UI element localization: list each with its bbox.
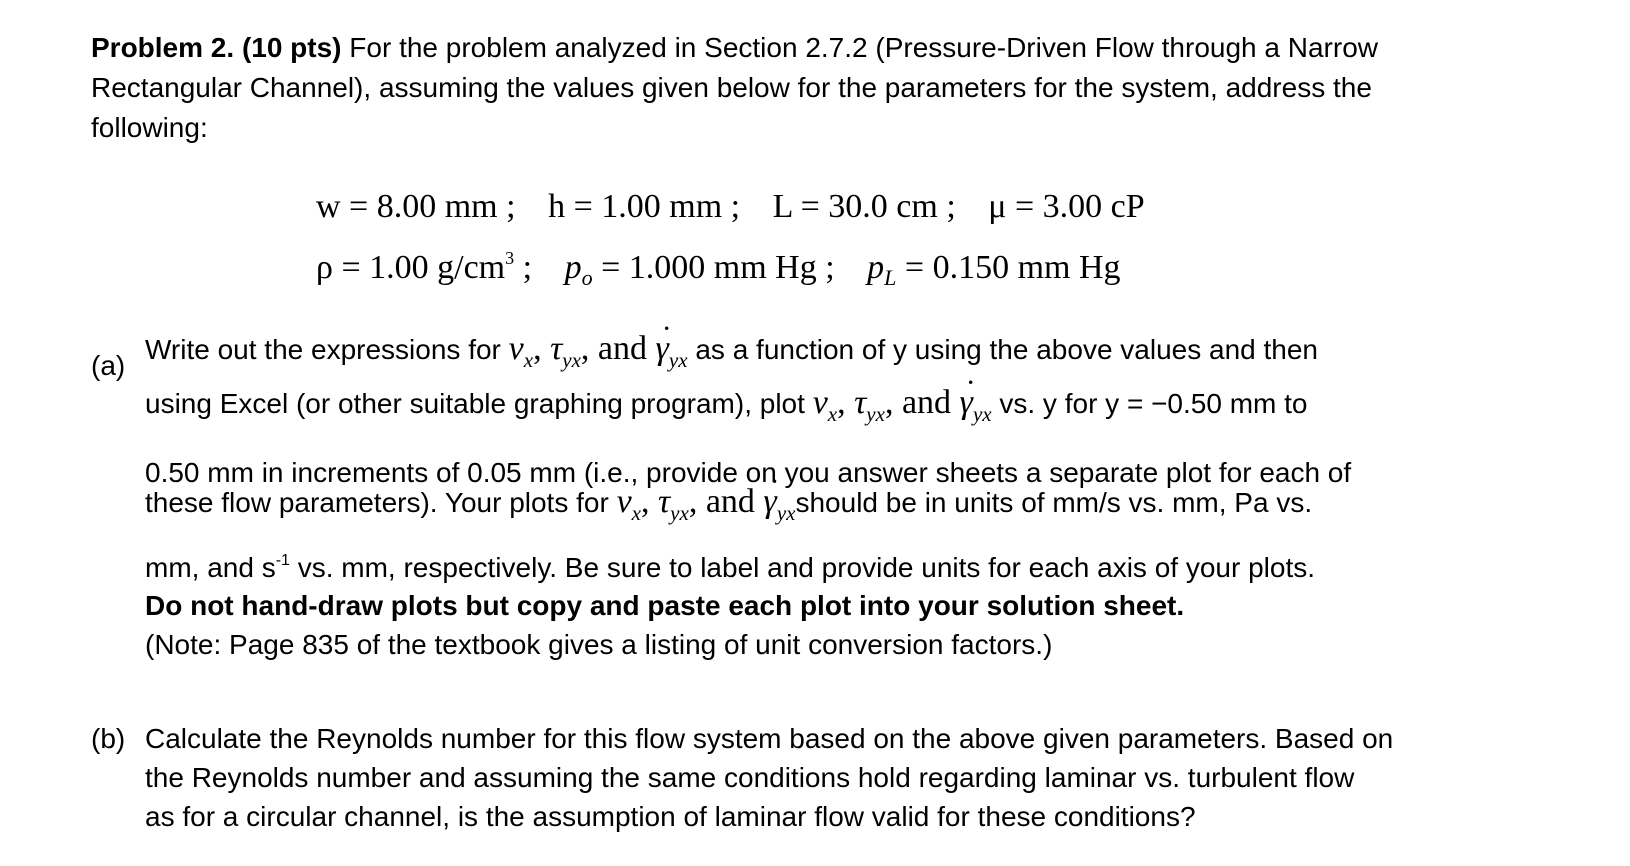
param-po-value: = 1.000 mm Hg ;: [592, 249, 835, 286]
param-h: h = 1.00 mm ;: [548, 188, 741, 225]
symbol-comma: ,: [580, 330, 598, 367]
problem-heading: Problem 2. (10 pts): [91, 32, 342, 63]
param-pl-value: = 0.150 mm Hg: [896, 249, 1121, 286]
part-a-line-2-text: using Excel (or other suitable graphing program), plot: [145, 388, 813, 419]
symbol-and: and: [597, 330, 656, 367]
part-b-line-3: as for a circular channel, is the assumption of laminar flow valid for these conditions?: [145, 801, 1196, 832]
symbol-group: [616, 483, 796, 525]
part-a-line-4-text: these flow parameters). Your plots for: [145, 487, 617, 518]
symbol-tau: τ: [658, 483, 671, 520]
symbol-comma: ,: [641, 483, 658, 520]
symbol-comma: ,: [533, 330, 551, 367]
symbol-comma: ,: [884, 384, 902, 421]
symbol-group: [508, 330, 688, 372]
part-a-line-2-tail: vs. y for y = −0.50 mm to: [991, 388, 1308, 419]
part-a-line-6: Do not hand-draw plots but copy and paste each plot into your solution sheet.: [145, 590, 1185, 621]
symbol-comma: ,: [688, 483, 706, 520]
symbol-v: v: [616, 483, 632, 520]
symbol-v: v: [508, 330, 524, 367]
parameter-line-1: [316, 188, 1145, 226]
symbol-sub-yx: yx: [776, 501, 796, 525]
param-po-symbol: p: [564, 249, 582, 286]
symbol-gamma-dot: · γ: [960, 384, 973, 422]
intro-line-2: Rectangular Channel), assuming the values given below for the parameters for the system, address the: [91, 72, 1372, 103]
symbol-gamma-dot: · γ: [656, 330, 669, 368]
symbol-tau: τ: [550, 330, 563, 367]
part-b-line-2: the Reynolds number and assuming the same conditions hold regarding laminar vs. turbulent flow: [145, 762, 1355, 793]
symbol-gamma-dot: · γ: [763, 483, 776, 521]
param-pl-symbol: p: [867, 249, 885, 286]
intro-line-3: following:: [91, 112, 208, 143]
problem-intro: [91, 28, 1571, 148]
part-a-label: (a): [91, 350, 126, 381]
param-separator: ;: [514, 249, 533, 286]
symbol-sub-yx: yx: [670, 501, 689, 525]
part-b-line-1: Calculate the Reynolds number for this flow system based on the above given parameters. Based on: [145, 723, 1394, 754]
param-pl-subscript: L: [884, 265, 897, 290]
symbol-tau: τ: [854, 384, 867, 421]
symbol-sub-yx: yx: [972, 402, 992, 426]
param-po-subscript: o: [581, 265, 593, 290]
part-a-line-4-tail: should be in units of mm/s vs. mm, Pa vs.: [795, 487, 1313, 518]
param-rho: ρ = 1.00 g/cm: [316, 249, 506, 286]
part-a-line-4: [145, 483, 1312, 526]
part-a-line-1-tail: as a function of y using the above values and then: [687, 334, 1318, 365]
symbol-comma: ,: [837, 384, 855, 421]
intro-line-1: For the problem analyzed in Section 2.7.2 (Pressure-Driven Flow through a Narrow: [341, 32, 1378, 63]
part-a-line-1: [145, 330, 1318, 373]
part-a-line-1-text: Write out the expressions for: [145, 334, 509, 365]
param-L: L = 30.0 cm ;: [772, 188, 956, 225]
symbol-sub-x: x: [523, 348, 534, 372]
symbol-sub-x: x: [827, 402, 838, 426]
symbol-sub-x: x: [631, 501, 641, 525]
symbol-and: and: [705, 483, 764, 520]
part-b-label: (b): [91, 723, 126, 754]
symbol-v: v: [812, 384, 828, 421]
param-rho-exponent: 3: [505, 248, 515, 268]
part-a-line-5: [145, 552, 1315, 584]
part-a-line-5-superscript: -1: [275, 552, 290, 569]
symbol-sub-yx: yx: [866, 402, 885, 426]
symbol-sub-yx: yx: [668, 348, 688, 372]
param-w: w = 8.00 mm ;: [316, 188, 516, 225]
symbol-and: and: [901, 384, 960, 421]
symbol-group: [812, 384, 992, 426]
part-a-line-7: (Note: Page 835 of the textbook gives a listing of unit conversion factors.): [145, 629, 1053, 660]
part-a-line-2: [145, 384, 1307, 427]
parameter-line-2: [316, 248, 1121, 291]
part-a-line-5-text: mm, and s: [145, 552, 276, 583]
symbol-sub-yx: yx: [562, 348, 581, 372]
part-a-line-3: 0.50 mm in increments of 0.05 mm (i.e., provide on you answer sheets a separate plot for each of: [145, 457, 1352, 488]
part-a-line-5-tail: vs. mm, respectively. Be sure to label and provide units for each axis of your plots.: [289, 552, 1315, 583]
param-mu: μ = 3.00 cP: [988, 188, 1145, 225]
